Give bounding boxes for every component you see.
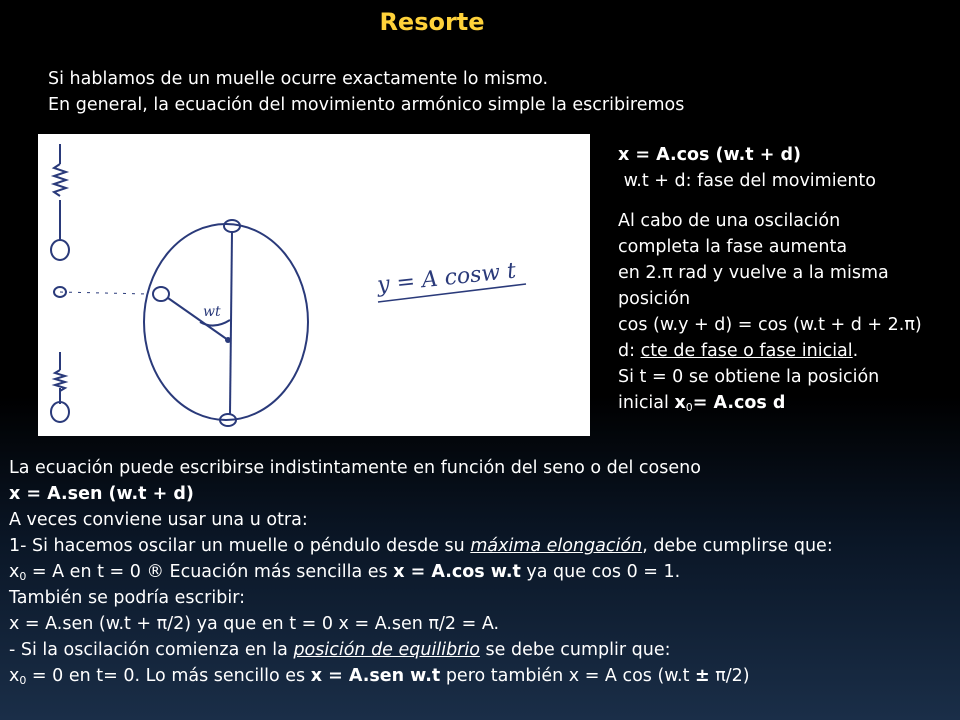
rotating-point [153,287,169,301]
intro-line-2: En general, la ecuación del movimiento armónico simple la escribiremos [48,95,685,115]
explanation-line-7: Si t = 0 se obtiene la posición [618,367,880,387]
dashed-line [60,292,148,294]
explanation-line-6: d: cte de fase o fase inicial. [618,341,859,361]
explanation-line-4: posición [618,289,691,309]
spring-circle-diagram [38,134,590,436]
vertical-axis [230,232,232,414]
right-column [618,142,958,416]
phase-explanation [618,208,958,416]
bottom-line-4: 1- Si hacemos oscilar un muelle o péndulo desde su máxima elongación, debe cumplirse que: [9,536,833,556]
spring-bottom-coil [55,370,65,391]
top-point [224,220,240,232]
angle-label: wt [203,304,221,320]
bottom-line-1: La ecuación puede escribirse indistintamente en función del seno o del coseno [9,458,701,478]
intro-text [48,66,684,118]
page-title: Resorte [379,8,485,36]
bottom-text [9,455,959,689]
explanation-line-3: en 2.π rad y vuelve a la misma [618,263,889,283]
bottom-line-3: A veces conviene usar una u otra: [9,510,308,530]
intro-line-1: Si hablamos de un muelle ocurre exactamente lo mismo. [48,69,549,89]
diagram-svg [38,134,590,436]
bottom-line-6: También se podría escribir: [9,588,245,608]
bottom-line-9: $x_0 = 0$ en t= 0. Lo más sencillo es x = A.sen w.t pero también x = A cos (w.t ± π/2) [9,666,750,687]
main-equation: x = A.cos (w.t + d) [618,145,801,165]
spring-top-coil [54,164,66,196]
handwritten-equation: y = A cosw t [376,258,518,298]
bottom-line-7: x = A.sen (w.t + π/2) ya que en t = 0 x = A.sen π/2 = A. [9,614,500,634]
mass-bottom [51,402,69,422]
bottom-line-2: x = A.sen (w.t + d) [9,484,194,504]
explanation-line-1: Al cabo de una oscilación [618,211,841,231]
bottom-line-8: - Si la oscilación comienza en la posición de equilibrio se debe cumplir que: [9,640,671,660]
phase-definition: w.t + d: fase del movimiento [623,171,877,191]
explanation-line-2: completa la fase aumenta [618,237,848,257]
explanation-line-5: cos (w.y + d) = cos (w.t + d + 2.π) [618,315,922,335]
bottom-line-5: $x_0 = A$ en t = 0 ® Ecuación más sencilla es x = A.cos w.t ya que cos 0 = 1. [9,562,681,583]
mass-top [51,240,69,260]
explanation-line-8: inicial $x_0= A.\cos$ d [618,393,786,414]
center-dot [225,337,231,343]
